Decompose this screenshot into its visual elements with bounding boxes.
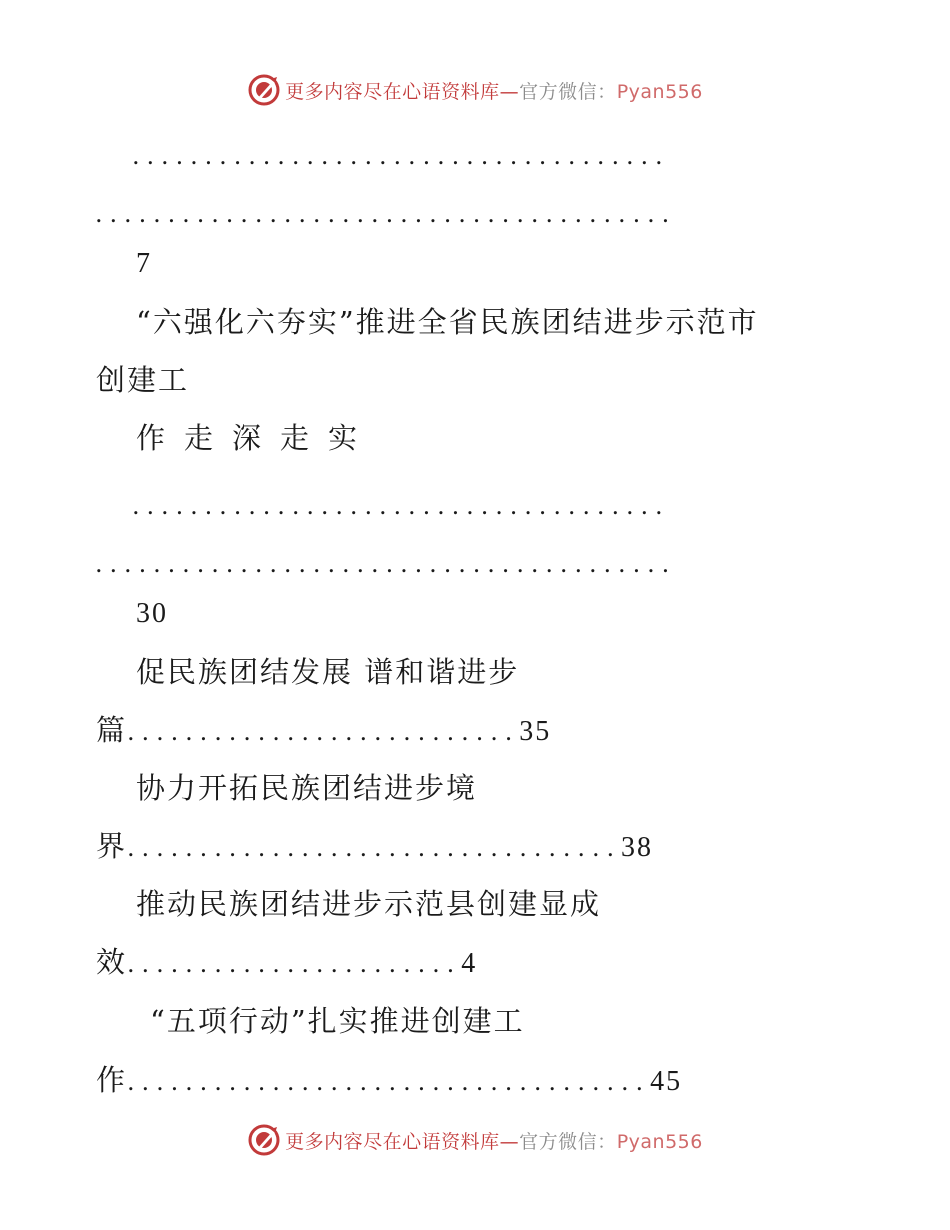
toc-entry-title: 效 [96, 945, 128, 979]
toc-entry-title: “六强化六夯实”推进全省民族团结进步示范市 [136, 305, 759, 339]
quill-seal-icon [247, 73, 281, 107]
toc-page-number: 38 [621, 832, 653, 863]
quill-seal-icon [247, 1123, 281, 1157]
watermark-text: 更多内容尽在心语资料库—官方微信：Pyan556 [285, 80, 703, 103]
toc-page-number: 7 [136, 248, 152, 279]
toc-entry-row [96, 942, 477, 984]
toc-page-number: 4 [461, 948, 478, 979]
toc-entry-row [96, 710, 551, 752]
toc-leader-dots: .................................... [127, 1068, 651, 1096]
toc-entry-title: 协力开拓民族团结进步境 [136, 771, 478, 805]
toc-entry-title: “五项行动”扎实推进创建工 [150, 1004, 525, 1038]
toc-leader-dots: ........................... [127, 718, 520, 746]
toc-leader-dots: ........................................ [95, 200, 677, 228]
toc-entry-title: 创建工 [96, 363, 190, 397]
toc-leader-dots: ........................................ [95, 550, 677, 578]
toc-leader-dots: ....................... [127, 950, 462, 978]
toc-page-number: 30 [136, 598, 168, 629]
toc-entry-row [96, 826, 653, 868]
footer-watermark [0, 1120, 950, 1160]
toc-entry-title: 作走深走实 [136, 421, 377, 455]
toc-entry-row [96, 1060, 682, 1102]
toc-entry-title: 促民族团结发展 谱和谐进步 [136, 655, 520, 689]
toc-entry-title: 界 [96, 829, 128, 863]
toc-entry-title: 篇 [96, 713, 128, 747]
toc-leader-dots: ..................................... [132, 492, 670, 520]
watermark-text: 更多内容尽在心语资料库—官方微信：Pyan556 [285, 1130, 703, 1153]
toc-entry-title: 作 [96, 1063, 128, 1097]
toc-page-number: 35 [519, 716, 552, 747]
toc-entry-title: 推动民族团结进步示范县创建显成 [136, 887, 602, 921]
header-watermark [0, 70, 950, 110]
toc-page-number: 45 [650, 1066, 683, 1097]
toc-leader-dots: ..................................... [132, 142, 670, 170]
toc-leader-dots: .................................. [127, 834, 621, 862]
